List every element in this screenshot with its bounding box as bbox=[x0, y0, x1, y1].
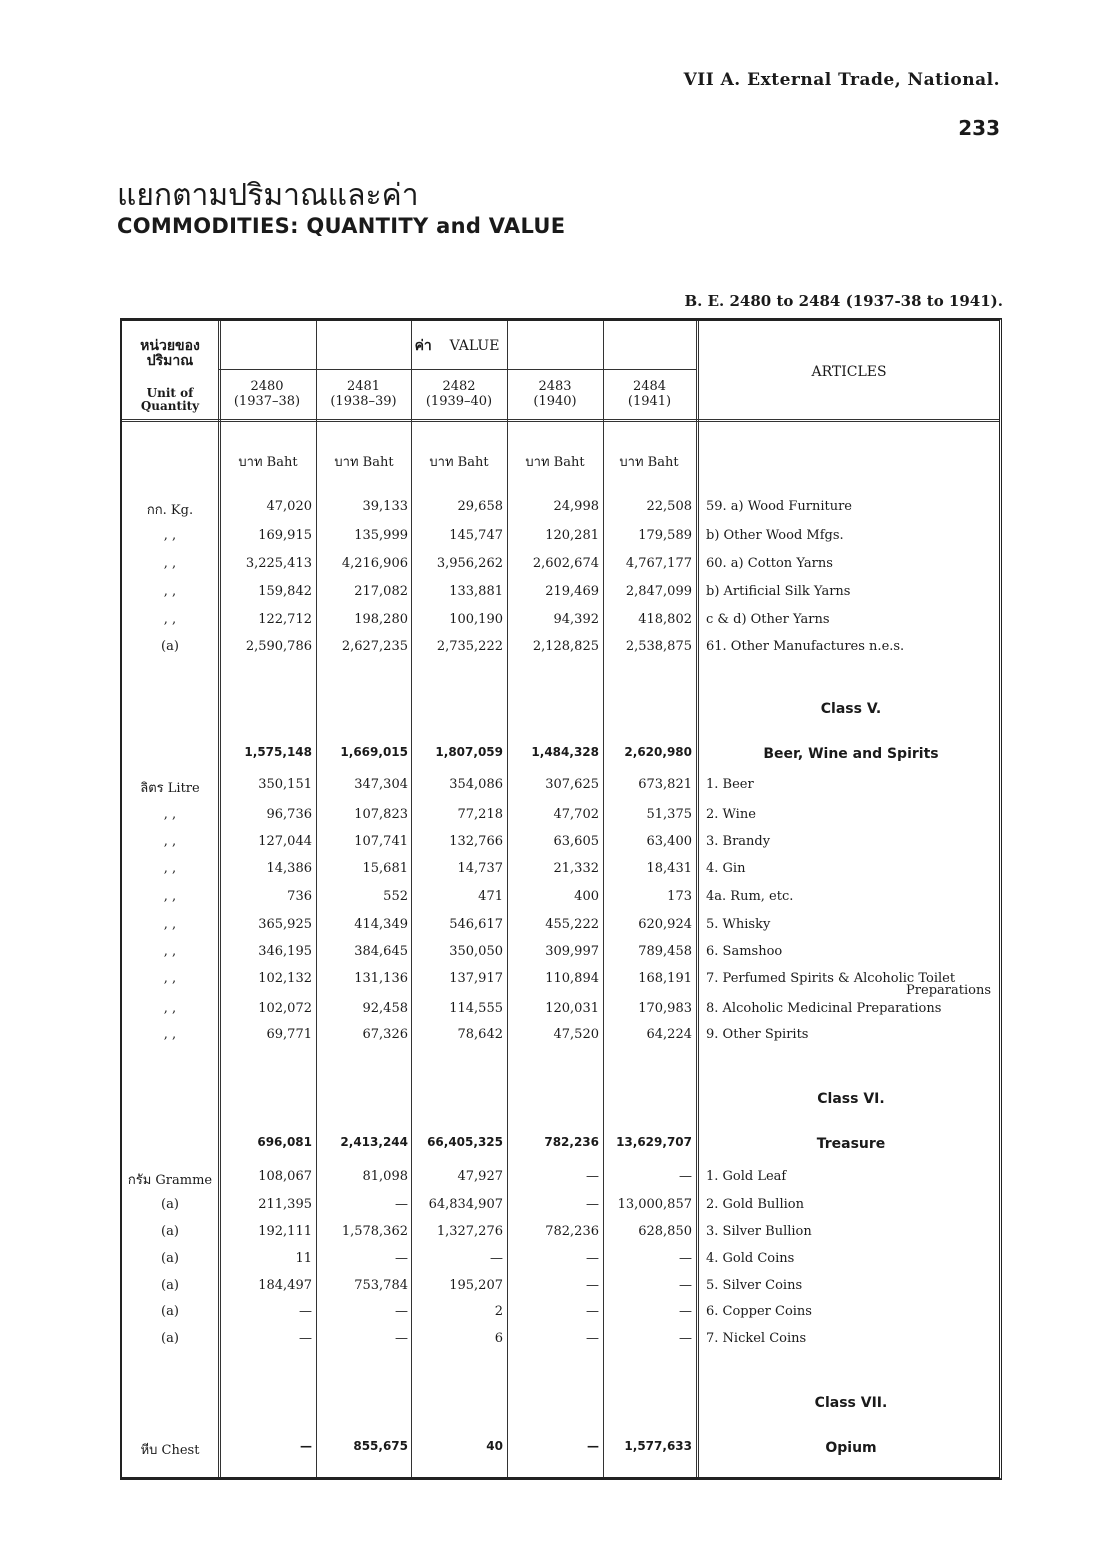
value-cell: 18,431 bbox=[646, 861, 692, 876]
value-cell: 47,927 bbox=[457, 1169, 503, 1184]
class-heading: Beer, Wine and Spirits bbox=[763, 746, 939, 762]
year-header bbox=[507, 379, 603, 409]
value-cell: 184,497 bbox=[258, 1278, 312, 1293]
unit-cell: , , bbox=[163, 861, 177, 876]
value-cell: 789,458 bbox=[638, 944, 692, 959]
class-label: Class VII. bbox=[814, 1395, 888, 1411]
unit-cell: , , bbox=[163, 556, 177, 571]
value-cell: — bbox=[679, 1169, 692, 1184]
value-cell: 418,802 bbox=[638, 612, 692, 627]
value-cell: 64,834,907 bbox=[428, 1197, 503, 1212]
value-cell: — bbox=[490, 1251, 503, 1266]
unit-cell: , , bbox=[163, 1027, 177, 1042]
unit-cell: , , bbox=[163, 834, 177, 849]
value-cell: 673,821 bbox=[638, 777, 692, 792]
value-cell: 350,151 bbox=[258, 777, 312, 792]
value-cell: 11 bbox=[295, 1251, 312, 1266]
value-cell: 108,067 bbox=[258, 1169, 312, 1184]
article-cell: 7. Nickel Coins bbox=[706, 1331, 807, 1346]
currency-label: บาท Baht bbox=[429, 455, 489, 470]
value-cell: 120,031 bbox=[545, 1001, 599, 1016]
year-header bbox=[316, 379, 411, 409]
value-cell: 100,190 bbox=[449, 612, 503, 627]
value-cell: — bbox=[395, 1251, 408, 1266]
value-cell: 170,983 bbox=[638, 1001, 692, 1016]
article-cell: b) Artificial Silk Yarns bbox=[706, 584, 851, 599]
article-cell: 3. Brandy bbox=[706, 834, 771, 849]
value-cell: 2,620,980 bbox=[624, 745, 692, 759]
article-cell: 59. a) Wood Furniture bbox=[706, 499, 852, 514]
value-cell: — bbox=[586, 1304, 599, 1319]
value-cell: 107,823 bbox=[354, 807, 408, 822]
unit-cell: , , bbox=[163, 971, 177, 986]
value-cell: 92,458 bbox=[362, 1001, 408, 1016]
value-cell: 2,627,235 bbox=[341, 639, 408, 654]
value-cell: 2,538,875 bbox=[625, 639, 692, 654]
article-cell: 1. Beer bbox=[706, 777, 754, 792]
value-cell: 64,224 bbox=[646, 1027, 692, 1042]
value-cell: 47,020 bbox=[266, 499, 312, 514]
value-cell: 78,642 bbox=[457, 1027, 503, 1042]
value-cell: 855,675 bbox=[353, 1439, 408, 1453]
value-cell: 66,405,325 bbox=[427, 1135, 503, 1149]
unit-cell: , , bbox=[163, 528, 177, 543]
unit-cell: (a) bbox=[161, 1304, 179, 1319]
year-ad: (1937–38) bbox=[233, 394, 301, 409]
value-cell: 696,081 bbox=[257, 1135, 312, 1149]
table-row bbox=[122, 1001, 999, 1025]
value-cell: — bbox=[679, 1304, 692, 1319]
unit-cell: (a) bbox=[161, 1331, 179, 1346]
value-cell: 69,771 bbox=[266, 1027, 312, 1042]
table-row bbox=[122, 1304, 999, 1328]
table-row bbox=[122, 1278, 999, 1302]
value-cell: 4,767,177 bbox=[625, 556, 692, 571]
value-cell: 47,520 bbox=[553, 1027, 599, 1042]
value-cell: 4,216,906 bbox=[341, 556, 408, 571]
unit-cell: (a) bbox=[161, 1197, 179, 1212]
year-be: 2484 bbox=[632, 379, 667, 394]
value-cell: 414,349 bbox=[354, 917, 408, 932]
value-cell: 40 bbox=[486, 1439, 503, 1453]
articles-header: ARTICLES bbox=[811, 364, 887, 380]
value-cell: 455,222 bbox=[545, 917, 599, 932]
value-cell: 552 bbox=[383, 889, 408, 904]
table-row bbox=[122, 861, 999, 885]
year-ad: (1940) bbox=[533, 394, 577, 409]
value-cell: — bbox=[299, 1304, 312, 1319]
currency-label: บาท Baht bbox=[525, 455, 585, 470]
currency-label: บาท Baht bbox=[334, 455, 394, 470]
page-number: 233 bbox=[958, 116, 1000, 140]
value-cell: 307,625 bbox=[545, 777, 599, 792]
value-cell: 51,375 bbox=[646, 807, 692, 822]
value-cell: 384,645 bbox=[354, 944, 408, 959]
value-cell: 13,000,857 bbox=[617, 1197, 692, 1212]
year-header bbox=[603, 379, 696, 409]
unit-cell: (a) bbox=[161, 639, 179, 654]
value-cell: 309,997 bbox=[545, 944, 599, 959]
commodities-table bbox=[120, 318, 1002, 1480]
value-cell: — bbox=[679, 1278, 692, 1293]
value-cell: 1,807,059 bbox=[435, 745, 503, 759]
year-be: 2483 bbox=[538, 379, 572, 394]
article-cell: c & d) Other Yarns bbox=[706, 612, 830, 627]
value-cell: 347,304 bbox=[354, 777, 408, 792]
value-cell: 22,508 bbox=[646, 499, 692, 514]
article-cell: 4. Gin bbox=[706, 861, 746, 876]
value-cell: 2 bbox=[494, 1304, 503, 1319]
article-cell: 8. Alcoholic Medicinal Preparations bbox=[706, 1001, 942, 1016]
value-cell: — bbox=[300, 1439, 312, 1453]
value-cell: 127,044 bbox=[258, 834, 312, 849]
value-cell: 3,225,413 bbox=[245, 556, 312, 571]
value-cell: — bbox=[299, 1331, 312, 1346]
year-be: 2481 bbox=[346, 379, 381, 394]
article-cell: 2. Wine bbox=[706, 807, 756, 822]
value-cell: 354,086 bbox=[449, 777, 503, 792]
value-cell: 63,400 bbox=[646, 834, 692, 849]
value-cell: 346,195 bbox=[258, 944, 312, 959]
value-cell: 145,747 bbox=[449, 528, 503, 543]
unit-cell: , , bbox=[163, 807, 177, 822]
value-cell: — bbox=[395, 1304, 408, 1319]
table-row bbox=[122, 639, 999, 663]
article-cell: 3. Silver Bullion bbox=[706, 1224, 812, 1239]
unit-cell: (a) bbox=[161, 1251, 179, 1266]
value-cell: 135,999 bbox=[354, 528, 408, 543]
unit-cell: หีบ Chest bbox=[140, 1443, 200, 1458]
value-cell: 107,741 bbox=[354, 834, 408, 849]
value-cell: — bbox=[395, 1331, 408, 1346]
value-cell: — bbox=[679, 1331, 692, 1346]
unit-header: Unit of Quantity bbox=[140, 386, 200, 413]
value-cell: 96,736 bbox=[266, 807, 312, 822]
year-header bbox=[218, 379, 316, 409]
value-cell: 198,280 bbox=[354, 612, 408, 627]
value-cell: 2,847,099 bbox=[625, 584, 692, 599]
table-row bbox=[122, 1331, 999, 1355]
value-cell: 137,917 bbox=[449, 971, 503, 986]
value-cell: 110,894 bbox=[545, 971, 599, 986]
year-header bbox=[411, 379, 507, 409]
running-header: VII A. External Trade, National. bbox=[683, 70, 1000, 90]
value-cell: 2,413,244 bbox=[340, 1135, 408, 1149]
header-rule bbox=[218, 369, 696, 370]
value-cell: 1,578,362 bbox=[341, 1224, 408, 1239]
table-row bbox=[122, 499, 999, 523]
value-cell: 782,236 bbox=[544, 1135, 599, 1149]
article-cell: 6. Copper Coins bbox=[706, 1304, 812, 1319]
page-title: COMMODITIES: QUANTITY and VALUE bbox=[117, 214, 566, 238]
value-header bbox=[218, 339, 696, 354]
value-cell: 546,617 bbox=[449, 917, 503, 932]
value-cell: 195,207 bbox=[449, 1278, 503, 1293]
table-row bbox=[122, 612, 999, 636]
currency-label: บาท Baht bbox=[619, 455, 679, 470]
value-cell: 192,111 bbox=[258, 1224, 312, 1239]
value-cell: 1,577,633 bbox=[624, 1439, 692, 1453]
value-cell: 81,098 bbox=[362, 1169, 408, 1184]
article-cell: 60. a) Cotton Yarns bbox=[706, 556, 833, 571]
class-label: Class V. bbox=[820, 701, 882, 717]
value-cell: 47,702 bbox=[553, 807, 599, 822]
value-cell: 471 bbox=[478, 889, 503, 904]
table-row bbox=[122, 807, 999, 831]
table-row bbox=[122, 1197, 999, 1221]
value-cell: 132,766 bbox=[449, 834, 503, 849]
table-row bbox=[122, 584, 999, 608]
value-cell: 24,998 bbox=[553, 499, 599, 514]
value-cell: 6 bbox=[494, 1331, 503, 1346]
table-row bbox=[122, 528, 999, 552]
unit-cell: , , bbox=[163, 944, 177, 959]
unit-cell: กรัม Gramme bbox=[127, 1173, 213, 1188]
value-cell: 133,881 bbox=[449, 584, 503, 599]
value-cell: 1,669,015 bbox=[340, 745, 408, 759]
value-cell: 350,050 bbox=[449, 944, 503, 959]
table-row bbox=[122, 1251, 999, 1275]
value-cell: 628,850 bbox=[638, 1224, 692, 1239]
unit-cell: , , bbox=[163, 1001, 177, 1016]
table-row bbox=[122, 1169, 999, 1193]
table-row bbox=[122, 971, 999, 998]
article-cell: 2. Gold Bullion bbox=[706, 1197, 804, 1212]
value-cell: 2,735,222 bbox=[436, 639, 503, 654]
value-cell: 782,236 bbox=[545, 1224, 599, 1239]
period-label: B. E. 2480 to 2484 (1937-38 to 1941). bbox=[684, 292, 1003, 310]
value-cell: 14,737 bbox=[457, 861, 503, 876]
table-row bbox=[122, 556, 999, 580]
table-row bbox=[122, 1224, 999, 1248]
value-cell: 217,082 bbox=[354, 584, 408, 599]
value-cell: 179,589 bbox=[638, 528, 692, 543]
value-cell: 3,956,262 bbox=[436, 556, 503, 571]
value-cell: — bbox=[679, 1251, 692, 1266]
value-cell: 620,924 bbox=[638, 917, 692, 932]
value-header-en: VALUE bbox=[449, 338, 500, 354]
article-cell: 5. Silver Coins bbox=[706, 1278, 803, 1293]
article-cell: 7. Perfumed Spirits & Alcoholic Toilet bbox=[706, 971, 956, 986]
article-cell-cont: Preparations bbox=[906, 983, 991, 998]
unit-cell: (a) bbox=[161, 1224, 179, 1239]
unit-header-thai: หน่วยของ ปริมาณ bbox=[140, 338, 200, 369]
unit-cell: ลิตร Litre bbox=[140, 781, 200, 796]
table-row bbox=[122, 1027, 999, 1051]
currency-label: บาท Baht bbox=[238, 455, 298, 470]
article-cell: 5. Whisky bbox=[706, 917, 771, 932]
thai-title: แยกตามปริมาณและค่า bbox=[117, 178, 419, 213]
value-cell: 120,281 bbox=[545, 528, 599, 543]
value-cell: 77,218 bbox=[457, 807, 503, 822]
header-rule bbox=[122, 419, 999, 422]
unit-cell: , , bbox=[163, 612, 177, 627]
table-row bbox=[122, 834, 999, 858]
table-row bbox=[122, 777, 999, 801]
value-cell: 159,842 bbox=[258, 584, 312, 599]
value-cell: 13,629,707 bbox=[616, 1135, 692, 1149]
unit-cell: กก. Kg. bbox=[146, 503, 194, 518]
value-cell: — bbox=[587, 1439, 599, 1453]
value-cell: 753,784 bbox=[354, 1278, 408, 1293]
value-cell: 169,915 bbox=[258, 528, 312, 543]
value-cell: 102,072 bbox=[258, 1001, 312, 1016]
value-cell: 14,386 bbox=[266, 861, 312, 876]
value-cell: — bbox=[586, 1278, 599, 1293]
article-cell: 4a. Rum, etc. bbox=[706, 889, 794, 904]
class-label: Class VI. bbox=[817, 1091, 885, 1107]
year-be: 2482 bbox=[442, 379, 476, 394]
article-cell: 9. Other Spirits bbox=[706, 1027, 809, 1042]
value-cell: 39,133 bbox=[362, 499, 408, 514]
value-header-thai: ค่า bbox=[414, 338, 432, 354]
value-cell: 219,469 bbox=[545, 584, 599, 599]
table-row bbox=[122, 917, 999, 941]
table-row bbox=[122, 889, 999, 913]
article-cell: b) Other Wood Mfgs. bbox=[706, 528, 844, 543]
year-ad: (1939–40) bbox=[425, 394, 493, 409]
value-cell: 365,925 bbox=[258, 917, 312, 932]
article-cell: 1. Gold Leaf bbox=[706, 1169, 787, 1184]
value-cell: 29,658 bbox=[457, 499, 503, 514]
value-cell: 400 bbox=[574, 889, 599, 904]
class-heading: Treasure bbox=[816, 1136, 886, 1152]
value-cell: 1,327,276 bbox=[436, 1224, 503, 1239]
year-ad: (1938–39) bbox=[330, 394, 397, 409]
article-cell: 6. Samshoo bbox=[706, 944, 783, 959]
table-row bbox=[122, 944, 999, 968]
unit-cell: , , bbox=[163, 889, 177, 904]
year-ad: (1941) bbox=[627, 394, 672, 409]
value-cell: 94,392 bbox=[553, 612, 599, 627]
unit-cell: , , bbox=[163, 917, 177, 932]
value-cell: 102,132 bbox=[258, 971, 312, 986]
value-cell: 2,128,825 bbox=[532, 639, 599, 654]
unit-cell: , , bbox=[163, 584, 177, 599]
value-cell: 15,681 bbox=[362, 861, 408, 876]
value-cell: 122,712 bbox=[258, 612, 312, 627]
value-cell: 1,484,328 bbox=[531, 745, 599, 759]
value-cell: 2,590,786 bbox=[245, 639, 312, 654]
value-cell: — bbox=[586, 1251, 599, 1266]
value-cell: 211,395 bbox=[258, 1197, 312, 1212]
value-cell: 1,575,148 bbox=[244, 745, 312, 759]
value-cell: 114,555 bbox=[449, 1001, 503, 1016]
value-cell: 131,136 bbox=[354, 971, 408, 986]
year-be: 2480 bbox=[250, 379, 284, 394]
value-cell: 168,191 bbox=[638, 971, 692, 986]
value-cell: — bbox=[586, 1197, 599, 1212]
value-cell: 173 bbox=[667, 889, 692, 904]
unit-cell: (a) bbox=[161, 1278, 179, 1293]
value-cell: — bbox=[586, 1169, 599, 1184]
class-heading: Opium bbox=[825, 1440, 877, 1456]
value-cell: 21,332 bbox=[553, 861, 599, 876]
value-cell: 736 bbox=[287, 889, 312, 904]
article-cell: 4. Gold Coins bbox=[706, 1251, 795, 1266]
value-cell: 63,605 bbox=[553, 834, 599, 849]
value-cell: — bbox=[395, 1197, 408, 1212]
article-cell: 61. Other Manufactures n.e.s. bbox=[706, 639, 905, 654]
value-cell: 67,326 bbox=[362, 1027, 408, 1042]
value-cell: 2,602,674 bbox=[532, 556, 599, 571]
value-cell: — bbox=[586, 1331, 599, 1346]
